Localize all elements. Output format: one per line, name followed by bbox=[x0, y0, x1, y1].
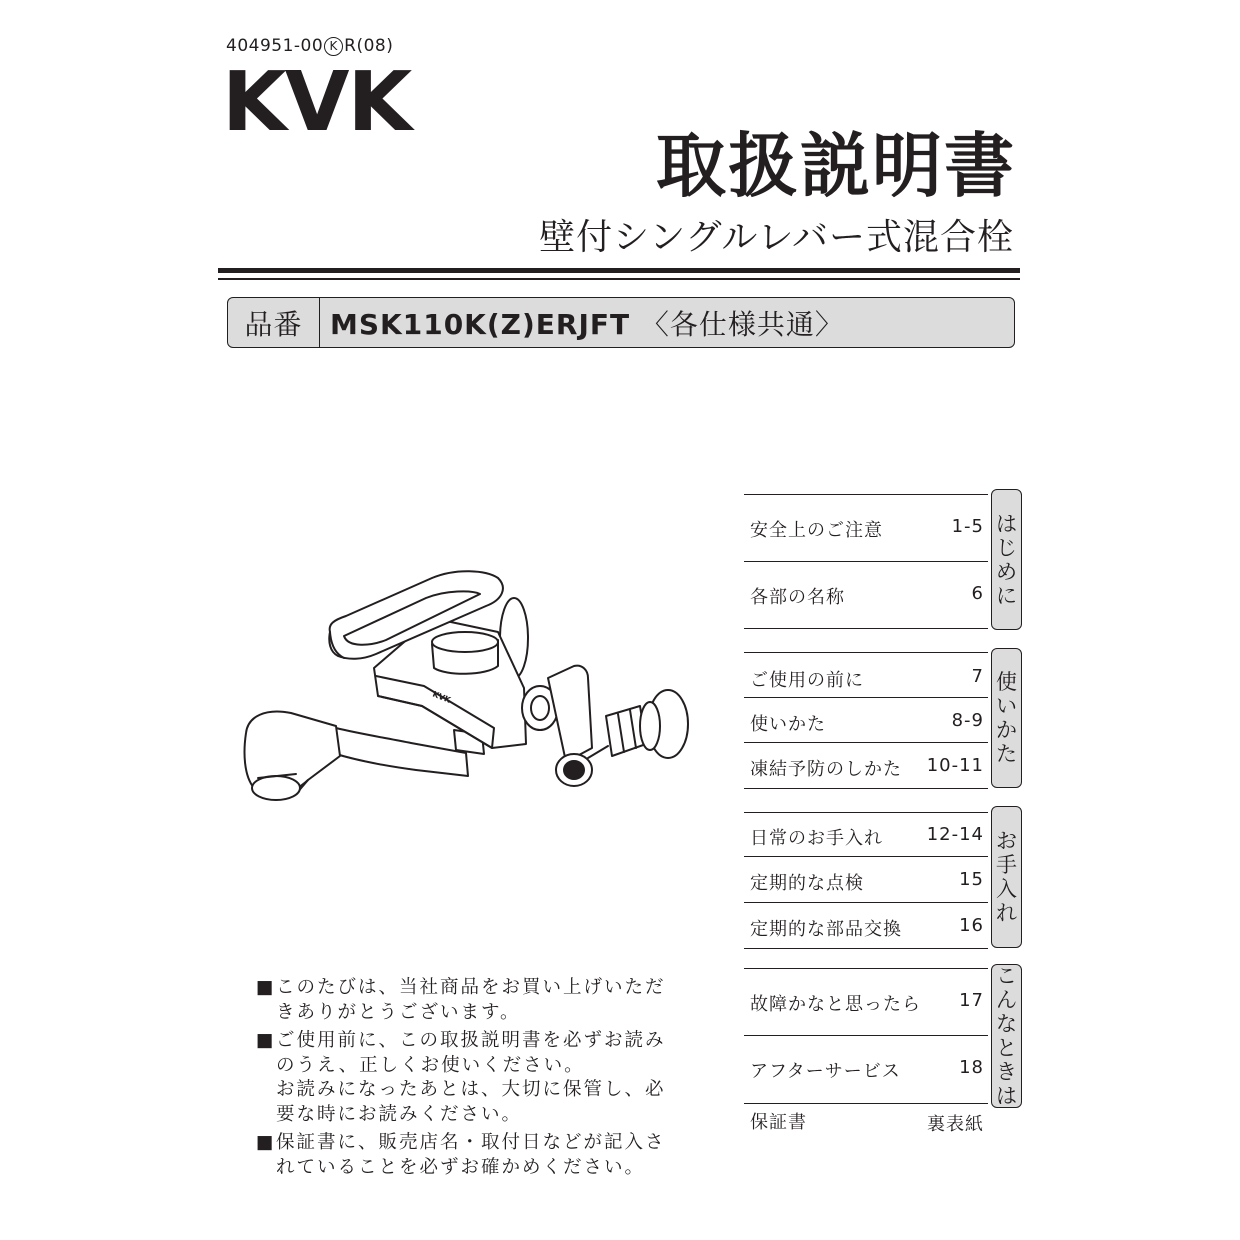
toc-label: 凍結予防のしかた bbox=[750, 759, 902, 780]
document-code bbox=[226, 36, 393, 56]
toc-row[interactable] bbox=[744, 494, 988, 562]
toc-label: アフターサービス bbox=[750, 1061, 901, 1082]
faucet-brand-mark: KVK bbox=[431, 689, 452, 705]
document-code-suffix: R(08) bbox=[344, 36, 394, 56]
toc-row[interactable] bbox=[744, 698, 988, 743]
toc-page: 裏表紙 bbox=[927, 1114, 984, 1135]
toc-page: 16 bbox=[959, 915, 984, 936]
toc-label: 使いかた bbox=[750, 714, 826, 735]
title-rule-thick bbox=[218, 268, 1020, 273]
toc-row[interactable] bbox=[744, 812, 988, 857]
spout-pipe bbox=[336, 728, 468, 776]
product-subtitle: 壁付シングルレバー式混合栓 bbox=[539, 217, 1014, 258]
toc-tab-oteire[interactable] bbox=[991, 806, 1022, 948]
toc-label: 安全上のご注意 bbox=[750, 520, 883, 541]
note-text: 保証書に、販売店名・取付日などが記入されていることを必ずお確かめください。 bbox=[276, 1132, 666, 1178]
toc-label: 定期的な部品交換 bbox=[750, 919, 902, 940]
toc-page: 18 bbox=[959, 1057, 984, 1078]
document-code-mark: K bbox=[324, 37, 343, 56]
note-text: このたびは、当社商品をお買い上げいただきありがとうございます。 bbox=[276, 977, 666, 1023]
toc-row-warranty[interactable] bbox=[744, 1104, 988, 1136]
model-note: 〈各仕様共通〉 bbox=[640, 307, 844, 341]
toc-page: 6 bbox=[971, 583, 984, 604]
kvk-logo: KVK bbox=[222, 55, 411, 150]
toc-label: 各部の名称 bbox=[750, 587, 845, 608]
note-text: お読みになったあとは、大切に保管し、必要な時にお読みください。 bbox=[276, 1079, 666, 1125]
toc-tab-tsukaikata[interactable] bbox=[991, 648, 1022, 788]
toc-tab-konnatokiha[interactable] bbox=[991, 964, 1022, 1108]
note-bullet: ■ bbox=[256, 977, 276, 998]
toc-row[interactable] bbox=[744, 562, 988, 629]
title-rule-thin bbox=[218, 278, 1020, 280]
toc-tab-label: お手入れ bbox=[996, 829, 1017, 925]
toc-label: 日常のお手入れ bbox=[750, 828, 883, 849]
note-item bbox=[256, 976, 676, 1025]
toc-row[interactable] bbox=[744, 968, 988, 1036]
toc-row[interactable] bbox=[744, 743, 988, 789]
note-item bbox=[256, 1131, 676, 1180]
toc-tab-hajimeni[interactable] bbox=[991, 489, 1022, 630]
toc-row[interactable] bbox=[744, 1036, 988, 1104]
toc-tab-label: 使いかた bbox=[996, 670, 1017, 766]
toc-group-hajimeni bbox=[744, 494, 1022, 634]
toc-label: 故障かなと思ったら bbox=[750, 994, 921, 1015]
note-bullet: ■ bbox=[256, 1132, 276, 1153]
model-value bbox=[320, 303, 844, 343]
note-text: ご使用前に、この取扱説明書を必ずお読みのうえ、正しくお使いください。 bbox=[276, 1030, 666, 1076]
notes-section bbox=[256, 976, 676, 1184]
toc-row[interactable] bbox=[744, 857, 988, 903]
toc-page: 12-14 bbox=[926, 824, 984, 845]
toc-label: ご使用の前に bbox=[750, 670, 864, 691]
toc-page: 15 bbox=[959, 869, 984, 890]
toc-page: 7 bbox=[971, 666, 984, 687]
toc-page: 10-11 bbox=[926, 755, 984, 776]
model-label: 品番 bbox=[228, 298, 320, 347]
note-bullet: ■ bbox=[256, 1030, 276, 1051]
toc-page: 17 bbox=[959, 990, 984, 1011]
page-title: 取扱説明書 bbox=[656, 125, 1016, 207]
toc-row[interactable] bbox=[744, 652, 988, 698]
toc-row[interactable] bbox=[744, 903, 988, 949]
model-number: MSK110K(Z)ERJFT bbox=[330, 307, 631, 341]
toc-page: 1-5 bbox=[951, 516, 984, 537]
aerator bbox=[252, 776, 300, 800]
note-item bbox=[256, 1029, 676, 1127]
document-code-prefix: 404951-00 bbox=[226, 36, 324, 56]
toc-tab-label: こんなときは bbox=[996, 964, 1017, 1108]
faucet-illustration bbox=[236, 548, 706, 818]
toc-page: 8-9 bbox=[951, 710, 984, 731]
toc-group-oteire bbox=[744, 812, 1022, 952]
toc-label: 定期的な点検 bbox=[750, 873, 864, 894]
model-number-box bbox=[227, 297, 1015, 348]
toc-group-tsukaikata bbox=[744, 652, 1022, 792]
toc-group-konnatokiha bbox=[744, 964, 1022, 1138]
toc-tab-label: はじめに bbox=[996, 511, 1017, 608]
toc-label: 保証書 bbox=[750, 1112, 807, 1133]
